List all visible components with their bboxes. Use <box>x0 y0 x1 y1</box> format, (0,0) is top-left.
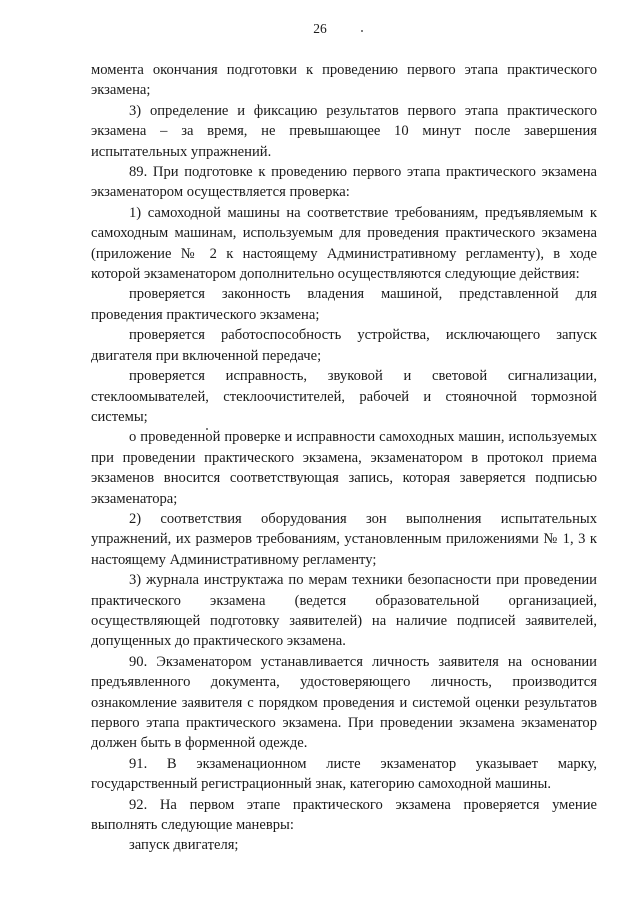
paragraph-89-item-1: 1) самоходной машины на соответствие требованиям, предъявляемым к самоходным машинам, используемым для проведения практического экзамена (приложение № 2 к настоящему Административному регламенту), в ходе которой экзаменатором дополнительно осуществляются следующие действия: <box>91 204 597 283</box>
document-body <box>91 60 597 856</box>
paragraph-check-signals: проверяется исправность, звуковой и световой сигнализации, стеклоомывателей, стеклоочистителей, рабочей и стояночной тормозной системы; <box>91 368 597 425</box>
paragraph-89-item-2: 2) соответствия оборудования зон выполнения испытательных упражнений, их размеров требованиям, установленным приложениями № 1, 3 к настоящему Административному регламенту; <box>91 510 597 568</box>
paragraph-protocol-record: о проведенной проверке и исправности самоходных машин, используемых при проведении практического экзамена, экзаменатором в протокол приема экзаменов вносится соответствующая запись, которая заверяется подписью экзаменатора; <box>91 429 597 507</box>
paragraph-check-ownership: проверяется законность владения машиной, представленной для проведения практического экзамена; <box>91 286 597 323</box>
paragraph-continuation: момента окончания подготовки к проведению первого этапа практического экзамена; <box>91 62 597 99</box>
paragraph-engine-start: запуск двигателя; <box>129 837 239 854</box>
page-number: 26 <box>313 21 327 36</box>
scan-speck <box>361 30 363 32</box>
paragraph-92: 92. На первом этапе практического экзамена проверяется умение выполнять следующие маневры: <box>91 796 597 834</box>
paragraph-90: 90. Экзаменатором устанавливается личность заявителя на основании предъявленного документа, удостоверяющего личность, производится ознакомление заявителя с порядком проведения и системой оценки результатов первого этапа практического экзамена. При проведении экзамена экзаменатор должен быть в форменной одежде. <box>91 653 597 752</box>
paragraph-89: 89. При подготовке к проведению первого этапа практического экзамена экзаменатором осуществляется проверка: <box>91 164 597 201</box>
paragraph-item-3-result: 3) определение и фиксацию результатов первого этапа практического экзамена – за время, не превышающее 10 минут после завершения испытательных упражнений. <box>91 102 597 160</box>
paragraph-check-start-lock: проверяется работоспособность устройства, исключающего запуск двигателя при включенной передаче; <box>91 327 597 364</box>
paragraph-91: 91. В экзаменационном листе экзаменатор указывает марку, государственный регистрационный знак, категорию самоходной машины. <box>91 755 597 793</box>
paragraph-89-item-3: 3) журнала инструктажа по мерам техники безопасности при проведении практического экзамена (ведется образовательной организацией, осуществляющей подготовку заявителей) на наличие подписей заявителей, допущенных до практического экзамена. <box>91 572 597 650</box>
